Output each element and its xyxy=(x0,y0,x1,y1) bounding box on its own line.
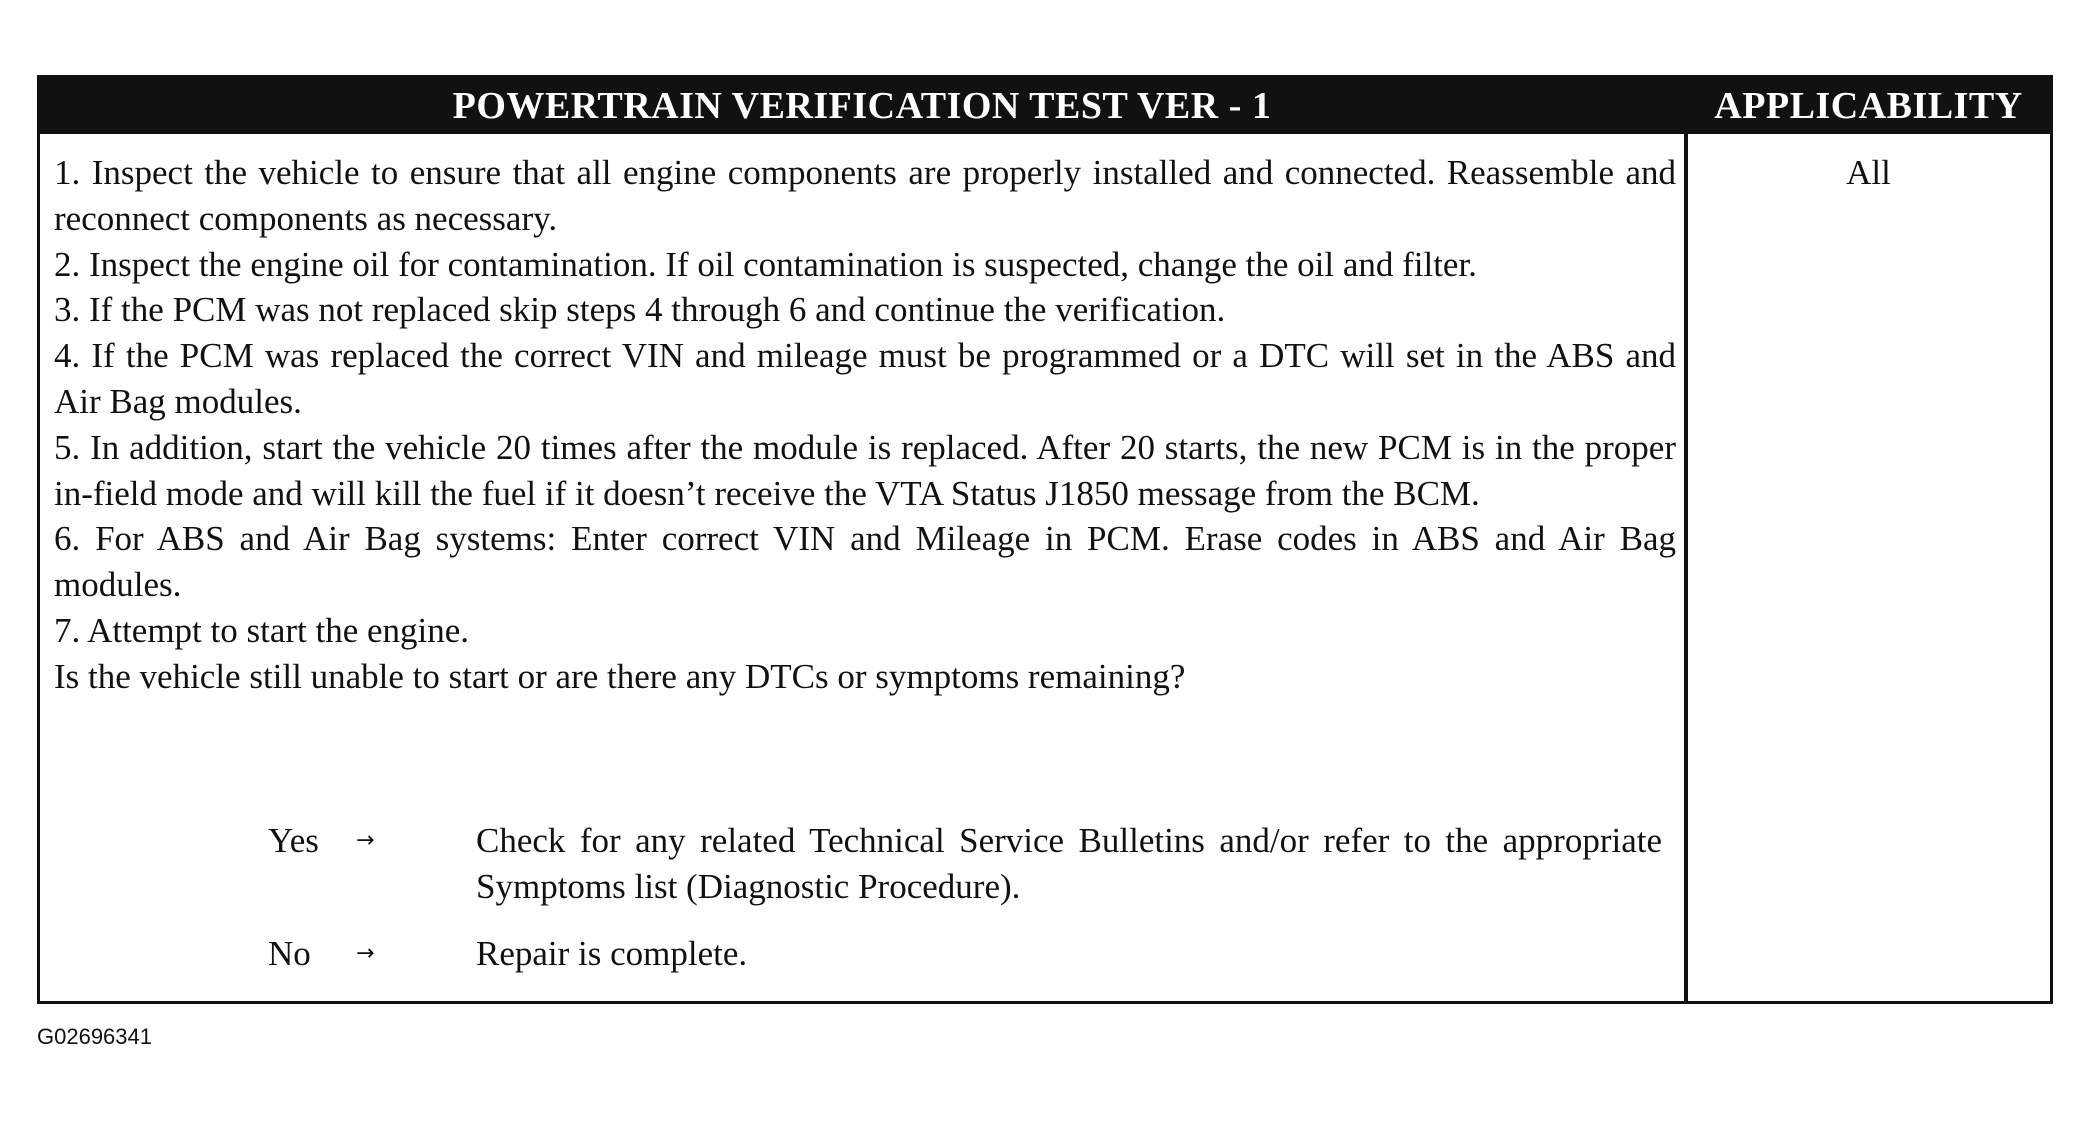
answer-yes-label: Yes xyxy=(268,821,319,860)
right-arrow-icon: → xyxy=(356,828,375,853)
answer-yes-text: Check for any related Technical Service Bulletins and/or refer to the appropriate Symptoms list (Diagnostic Procedure). xyxy=(476,821,1662,906)
step-3: 3. If the PCM was not replaced skip steps 4 through 6 and continue the verification. xyxy=(54,290,1226,330)
verification-test-table xyxy=(37,75,2053,1004)
step-1: 1. Inspect the vehicle to ensure that all engine components are properly installed and connected. Reassemble and reconnect components as necessary. xyxy=(54,153,1676,238)
step-6: 6. For ABS and Air Bag systems: Enter correct VIN and Mileage in PCM. Erase codes in ABS and Air Bag modules. xyxy=(54,519,1676,605)
table-header xyxy=(40,78,2050,134)
verification-question: Is the vehicle still unable to start or are there any DTCs or symptoms remaining? xyxy=(54,656,1186,696)
test-title: POWERTRAIN VERIFICATION TEST VER - 1 xyxy=(452,85,1272,127)
step-5: 5. In addition, start the vehicle 20 times after the module is replaced. After 20 starts, the new PCM is in the proper in-field mode and will kill the fuel if it doesn’t receive the VTA Status J1850 message from the BCM. xyxy=(54,427,1676,513)
step-2: 2. Inspect the engine oil for contamination. If oil contamination is suspected, change the oil and filter. xyxy=(54,244,1477,284)
procedure-steps xyxy=(54,150,1676,700)
column-divider xyxy=(1684,134,1688,1001)
right-arrow-icon: → xyxy=(356,941,375,966)
figure-id: G02696341 xyxy=(37,1024,152,1049)
answer-no-label: No xyxy=(268,934,311,973)
applicability-heading: APPLICABILITY xyxy=(1714,85,2023,127)
answer-no-text: Repair is complete. xyxy=(476,934,748,973)
applicability-value: All xyxy=(1846,153,1891,192)
step-7: 7. Attempt to start the engine. xyxy=(54,610,470,650)
step-4: 4. If the PCM was replaced the correct VIN and mileage must be programmed or a DTC will set in the ABS and Air Bag modules. xyxy=(54,336,1676,421)
